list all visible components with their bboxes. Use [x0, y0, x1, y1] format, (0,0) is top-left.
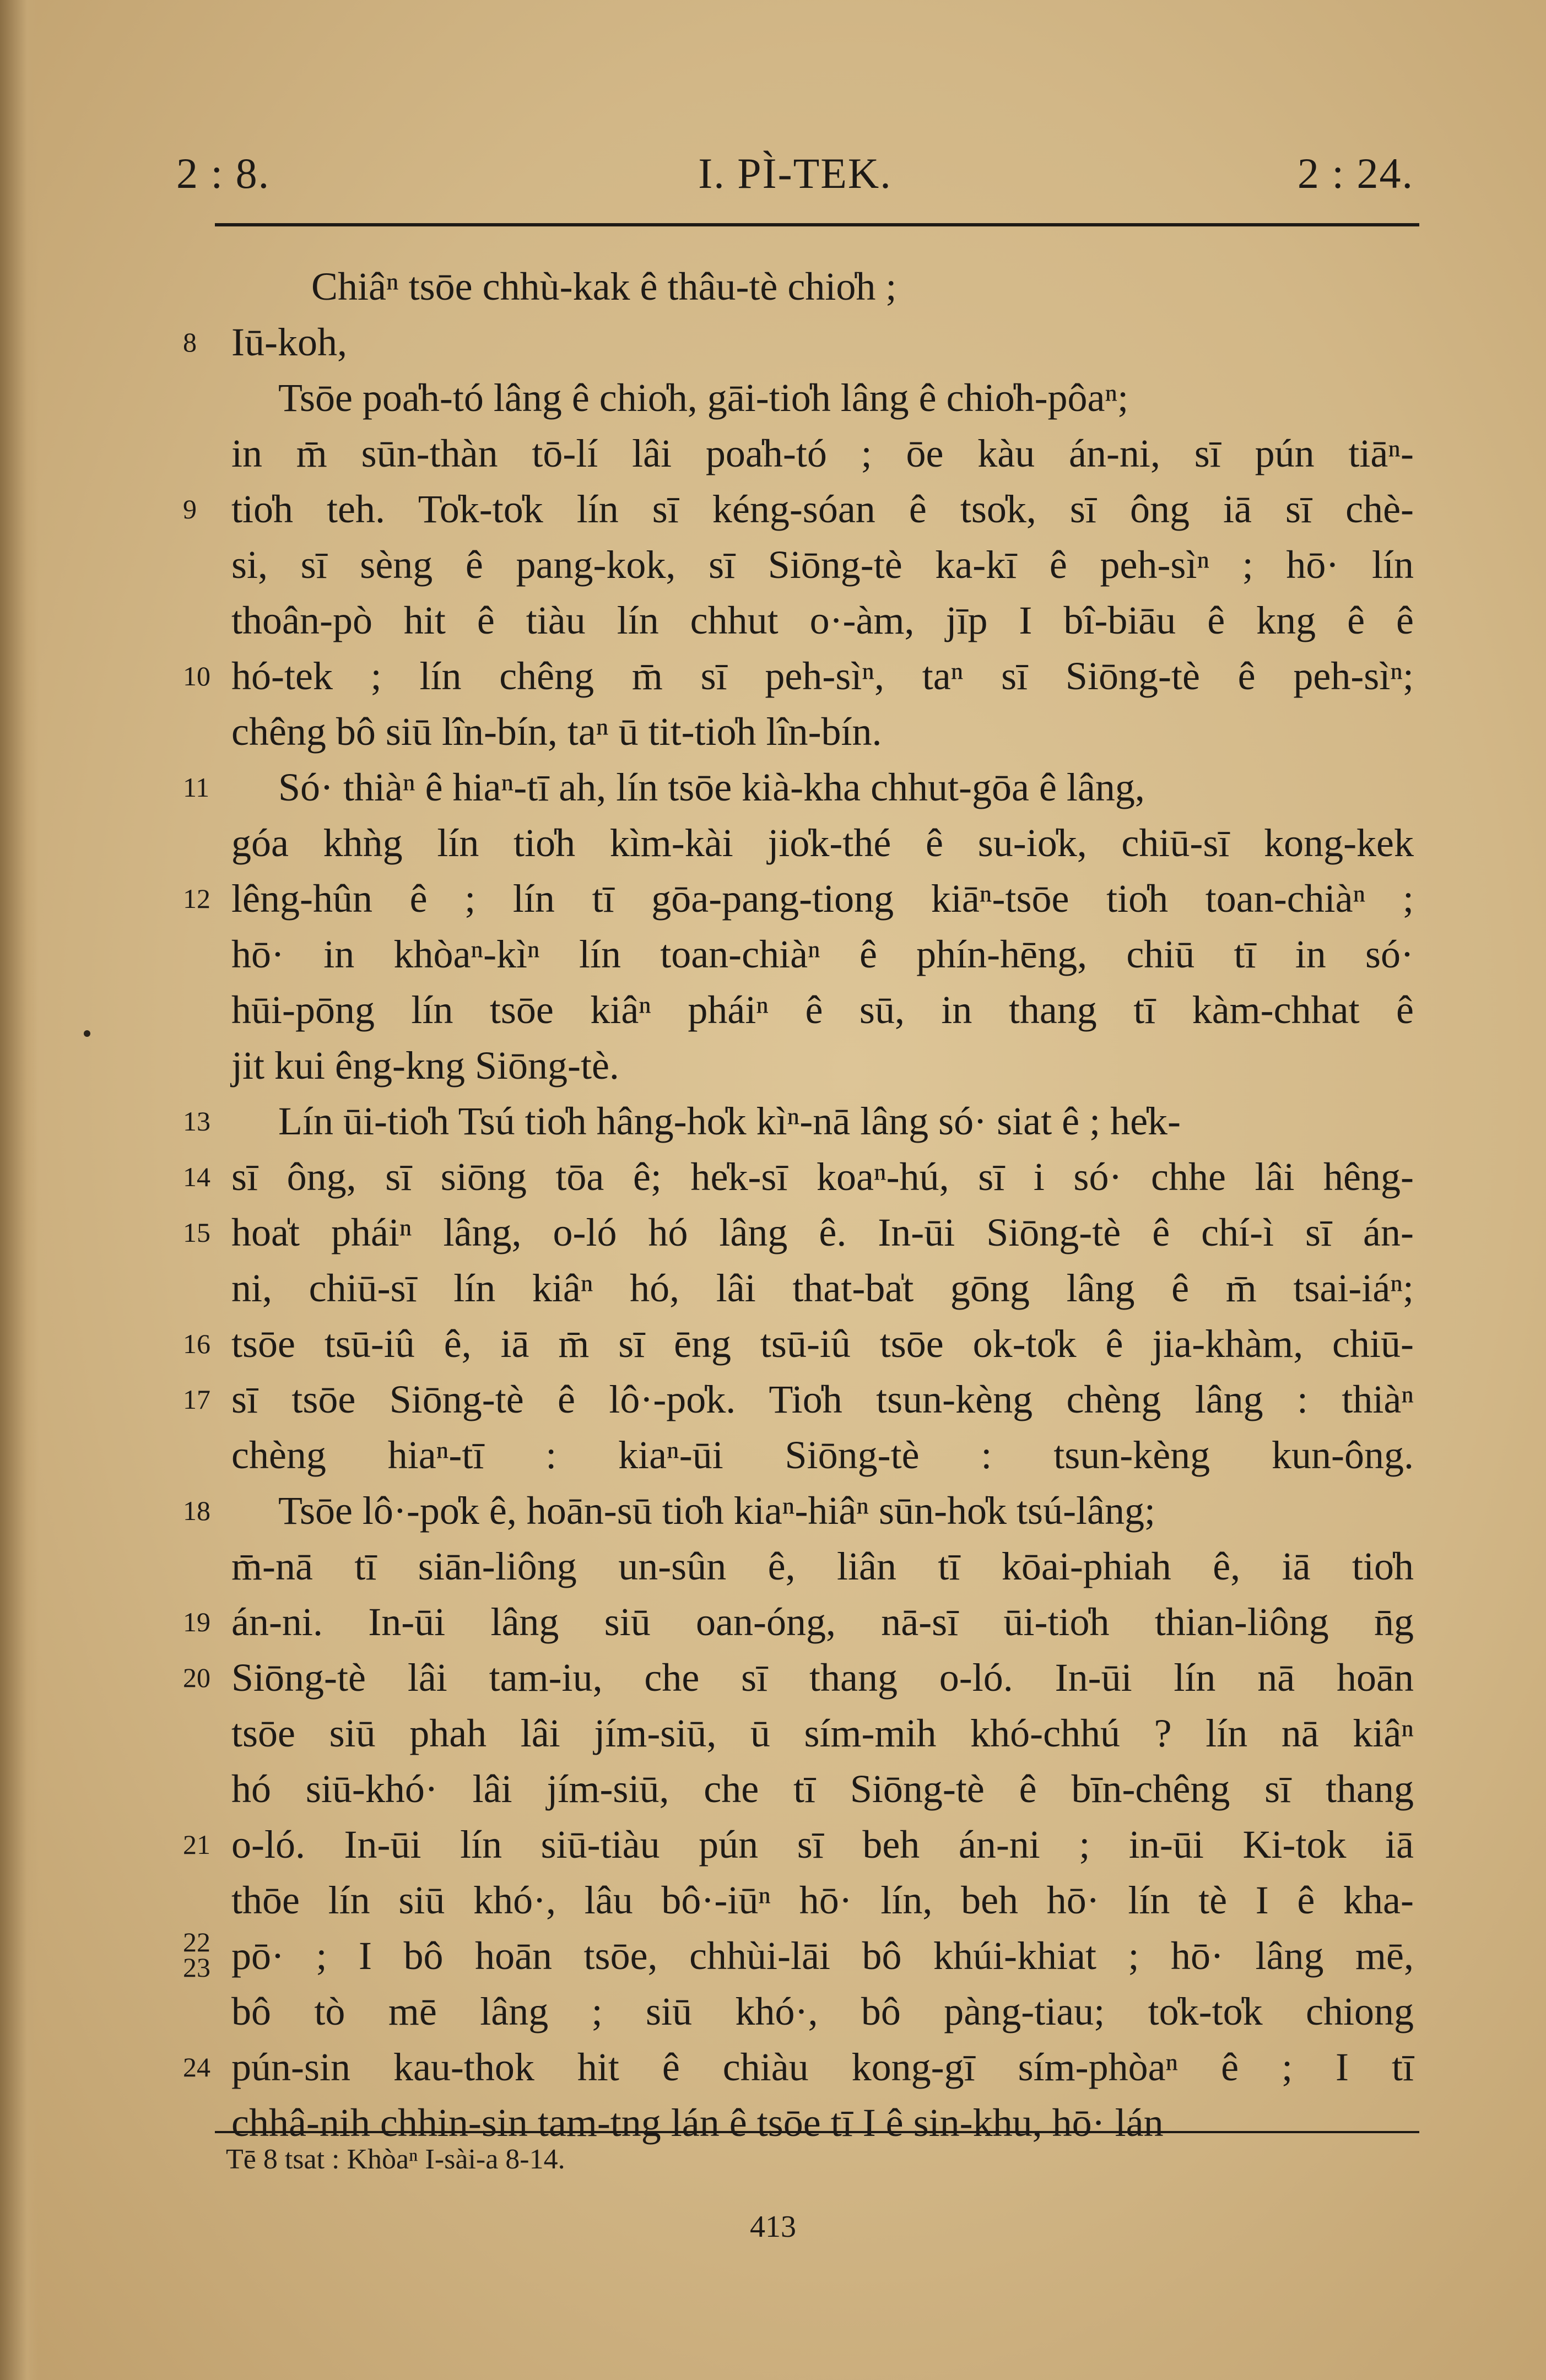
verse-number: 8 — [183, 327, 197, 358]
line-text: chêng bô siū lîn-bín, taⁿ ū tit-tio̍h lîn-bín. — [231, 710, 882, 754]
text-line — [183, 1594, 1414, 1650]
line-text: án-ni. In-ūi lâng siū oan-óng, nā-sī ūi-tio̍h thian-liông n̄g — [231, 1600, 1414, 1644]
line-text: pō· ; I bô hoān tsōe, chhùi-lāi bô khúi-khiat ; hō· lâng mē, — [231, 1934, 1414, 1978]
verse-number: 22 23 — [183, 1927, 210, 1983]
text-line — [231, 982, 1414, 1038]
line-text: pún-sin kau-thok hit ê chiàu kong-gī sím-phòaⁿ ê ; I tī — [231, 2045, 1414, 2089]
text-line — [183, 1650, 1414, 1706]
text-line — [183, 482, 1414, 537]
text-line — [231, 593, 1414, 648]
line-text: Tsōe lô·-po̍k ê, hoān-sū tio̍h kiaⁿ-hiâⁿ sūn-ho̍k tsú-lâng; — [278, 1489, 1156, 1533]
text-line — [231, 815, 1414, 871]
line-text: o-ló. In-ūi lín siū-tiàu pún sī beh án-ni ; in-ūi Ki-tok iā — [231, 1822, 1414, 1867]
line-text: si, sī sèng ê pang-kok, sī Siōng-tè ka-kī ê peh-sìⁿ ; hō· lín — [231, 543, 1414, 587]
verse-number: 11 — [183, 772, 210, 803]
verse-number: 24 — [183, 2052, 210, 2082]
text-line — [231, 1761, 1414, 1817]
line-text: góa khǹg lín tio̍h kìm-kài jio̍k-thé ê su-io̍k, chiū-sī kong-kek — [231, 821, 1414, 865]
line-text: tsōe tsū-iû ê, iā m̄ sī ēng tsū-iû tsōe ok-to̍k ê jia-khàm, chiū- — [231, 1322, 1414, 1366]
line-text: lêng-hûn ê ; lín tī gōa-pang-tiong kiāⁿ-tsōe tio̍h toan-chiàⁿ ; — [231, 877, 1414, 921]
line-text: tio̍h teh. To̍k-to̍k lín sī kéng-sóan ê tso̍k, sī ông iā sī chè- — [231, 487, 1414, 531]
line-text: Só· thiàⁿ ê hiaⁿ-tī ah, lín tsōe kià-kha chhut-gōa ê lâng, — [278, 765, 1145, 809]
line-text: tsōe siū phah lâi jím-siū, ū sím-mih khó-chhú ? lín nā kiâⁿ — [231, 1711, 1414, 1755]
header-left-reference: 2 : 8. — [176, 149, 271, 197]
line-text: jit kui êng-kng Siōng-tè. — [231, 1043, 619, 1088]
text-line — [183, 1483, 1414, 1539]
text-line — [183, 1372, 1414, 1427]
line-text: hó siū-khó· lâi jím-siū, che tī Siōng-tè ê bīn-chêng sī thang — [231, 1767, 1414, 1811]
binding-gutter — [0, 0, 39, 2380]
running-header — [176, 149, 1414, 215]
verse-number: 21 — [183, 1829, 210, 1860]
verse-number: 13 — [183, 1106, 210, 1137]
line-text: Iū-koh, — [231, 320, 347, 364]
scripture-text — [183, 259, 1414, 2151]
text-line — [183, 648, 1414, 704]
line-text: hūi-pōng lín tsōe kiâⁿ pháiⁿ ê sū, in thang tī kàm-chhat ê — [231, 988, 1414, 1032]
text-line — [231, 927, 1414, 982]
text-line — [231, 1261, 1414, 1316]
verse-number: 18 — [183, 1495, 210, 1526]
line-text: bô tò mē lâng ; siū khó·, bô pàng-tiau; to̍k-to̍k chiong — [231, 1989, 1414, 2033]
verse-number: 16 — [183, 1328, 210, 1359]
line-text: in m̄ sūn-thàn tō-lí lâi poa̍h-tó ; ōe kàu án-ni, sī pún tiāⁿ- — [231, 431, 1414, 475]
line-text: sī ông, sī siōng tōa ê; he̍k-sī koaⁿ-hú, sī i só· chhe lâi hêng- — [231, 1155, 1414, 1199]
text-line — [183, 1094, 1414, 1149]
footnote-rule — [215, 2131, 1419, 2133]
line-text: chèng hiaⁿ-tī : kiaⁿ-ūi Siōng-tè : tsun-kèng kun-ông. — [231, 1433, 1414, 1477]
verse-number: 10 — [183, 661, 210, 691]
text-line — [183, 1927, 1414, 1984]
line-text: thoân-pò hit ê tiàu lín chhut o·-àm, jīp I bî-biāu ê kng ê ê — [231, 598, 1414, 642]
text-line — [231, 1873, 1414, 1928]
text-line — [183, 1316, 1414, 1372]
line-text: Chiâⁿ tsōe chhù-kak ê thâu-tè chio̍h ; — [311, 264, 897, 309]
text-line — [231, 370, 1414, 426]
verse-number: 15 — [183, 1217, 210, 1248]
line-text: hó-tek ; lín chêng m̄ sī peh-sìⁿ, taⁿ sī Siōng-tè ê peh-sìⁿ; — [231, 654, 1414, 698]
text-line — [231, 259, 1414, 315]
text-line — [231, 1427, 1414, 1483]
text-line — [183, 871, 1414, 927]
text-line — [183, 1149, 1414, 1205]
text-line — [183, 315, 1414, 370]
line-text: Tsōe poa̍h-tó lâng ê chio̍h, gāi-tio̍h lâng ê chio̍h-pôaⁿ; — [278, 376, 1129, 420]
footnote: Tē 8 tsat : Khòaⁿ I-sài-a 8-14. — [226, 2144, 565, 2175]
verse-number: 12 — [183, 883, 210, 914]
line-text: sī tsōe Siōng-tè ê lô·-po̍k. Tio̍h tsun-kèng chèng lâng : thiàⁿ — [231, 1377, 1414, 1421]
text-line — [231, 537, 1414, 593]
header-right-reference: 2 : 24. — [1297, 149, 1414, 197]
text-line — [183, 1817, 1414, 1873]
text-line — [183, 760, 1414, 815]
page-number: 413 — [750, 2210, 796, 2244]
line-text: ni, chiū-sī lín kiâⁿ hó, lâi that-ba̍t gōng lâng ê m̄ tsai-iáⁿ; — [231, 1266, 1414, 1310]
margin-dot — [84, 1030, 90, 1037]
verse-number: 14 — [183, 1161, 210, 1192]
text-line — [183, 1205, 1414, 1261]
line-text: hoa̍t pháiⁿ lâng, o-ló hó lâng ê. In-ūi Siōng-tè ê chí-ì sī án- — [231, 1210, 1414, 1254]
text-line — [231, 2095, 1414, 2151]
line-text: Siōng-tè lâi tam-iu, che sī thang o-ló. In-ūi lín nā hoān — [231, 1656, 1414, 1700]
line-text: Lín ūi-tio̍h Tsú tio̍h hâng-ho̍k kìⁿ-nā lâng só· siat ê ; he̍k- — [278, 1099, 1181, 1143]
text-line — [231, 704, 1414, 760]
verse-number: 20 — [183, 1662, 210, 1693]
text-line — [231, 426, 1414, 482]
text-line — [231, 1706, 1414, 1761]
verse-number: 17 — [183, 1384, 210, 1415]
line-text: m̄-nā tī siān-liông un-sûn ê, liân tī kōai-phiah ê, iā tio̍h — [231, 1544, 1414, 1588]
line-text: chhâ-nih chhin-sin tam-tng lán ê tsōe tī I ê sin-khu, hō· lán — [231, 2101, 1164, 2145]
text-line — [231, 1984, 1414, 2040]
verse-number: 9 — [183, 494, 197, 524]
verse-number: 19 — [183, 1606, 210, 1637]
text-line — [231, 1038, 1414, 1094]
text-line — [183, 2040, 1414, 2095]
text-line — [231, 1539, 1414, 1594]
header-book-title: I. PÌ-TEK. — [698, 149, 892, 197]
line-text: hō· in khòaⁿ-kìⁿ lín toan-chiàⁿ ê phín-hēng, chiū tī in só· — [231, 932, 1414, 976]
line-text: thōe lín siū khó·, lâu bô·-iūⁿ hō· lín, beh hō· lín tè I ê kha- — [231, 1878, 1414, 1922]
header-rule — [215, 223, 1419, 226]
